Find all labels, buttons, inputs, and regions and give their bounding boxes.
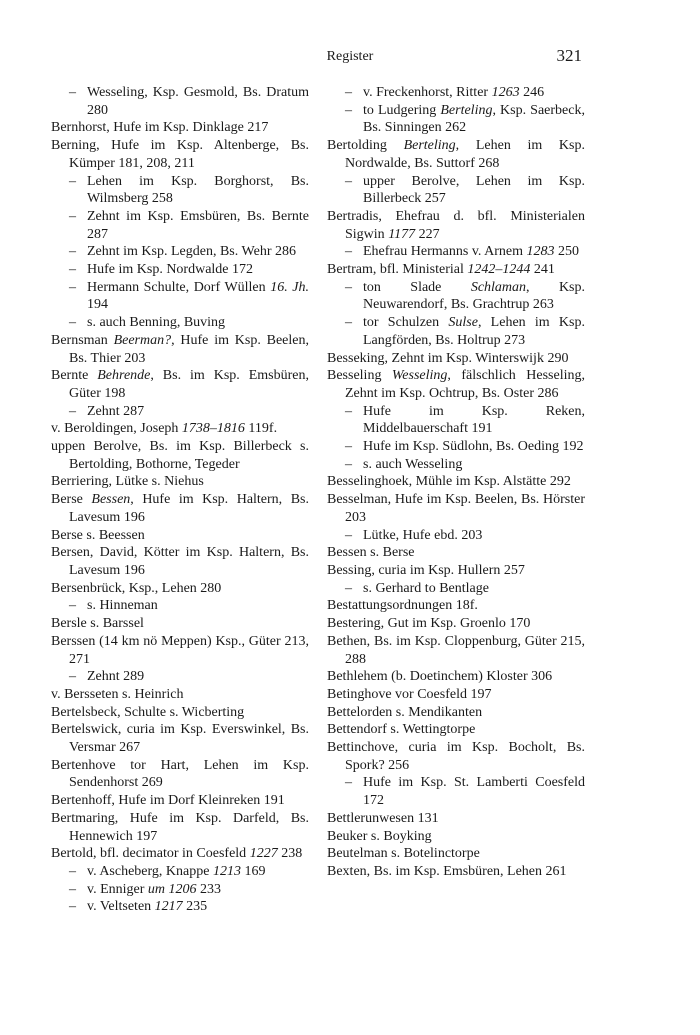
- entry-text: s. Hinneman: [87, 598, 158, 614]
- index-entry: [51, 137, 309, 172]
- entry-italic-text: 1738–1816: [181, 421, 245, 437]
- entry-text: ton Slade: [363, 279, 471, 295]
- entry-text: , Lehen im Ksp. Nordwalde, Bs. Suttorf 268: [345, 138, 585, 171]
- entry-text: tor Schulzen: [363, 315, 449, 331]
- index-subentry: [327, 438, 585, 456]
- entry-text: Lütke, Hufe ebd. 203: [363, 527, 483, 543]
- entry-text: v. Veltseten: [87, 899, 155, 915]
- entry-text: 194: [87, 297, 108, 313]
- index-entry: [327, 208, 585, 243]
- subentry-dash: –: [69, 669, 76, 685]
- index-entry: [51, 580, 309, 598]
- index-subentry: [327, 84, 585, 102]
- entry-text: upper Berolve, Lehen im Ksp. Billerbeck 257: [363, 173, 585, 207]
- index-entry: [327, 668, 585, 686]
- subentry-dash: –: [69, 881, 76, 897]
- index-entry: [327, 721, 585, 739]
- index-entry: [51, 119, 309, 137]
- entry-text: v. Beroldingen, Joseph: [51, 421, 182, 437]
- entry-text: 169: [240, 863, 266, 879]
- subentry-dash: –: [69, 598, 76, 614]
- subentry-dash: –: [345, 456, 352, 472]
- subentry-dash: –: [69, 863, 76, 879]
- entry-text: Bettendorf s. Wettingtorpe: [327, 722, 476, 738]
- entry-text: Beuker s. Boyking: [327, 828, 432, 844]
- entry-italic-text: Sulse: [448, 315, 478, 331]
- index-subentry: [51, 668, 309, 686]
- subentry-dash: –: [69, 85, 76, 100]
- subentry-dash: –: [345, 315, 352, 331]
- entry-text: 119f.: [244, 421, 278, 437]
- subentry-dash: –: [69, 403, 76, 419]
- entry-text: 246: [519, 85, 545, 100]
- entry-italic-text: 1242–1244: [467, 262, 531, 278]
- index-subentry: [51, 84, 309, 119]
- index-subentry: [327, 403, 585, 438]
- entry-text: Bersen, David, Kötter im Ksp. Haltern, Bs. Lavesum 196: [51, 545, 309, 578]
- subentry-dash: –: [345, 580, 352, 596]
- entry-text: Hufe im Ksp. Südlohn, Bs. Oeding 192: [363, 439, 584, 455]
- entry-text: Bertenhoff, Hufe im Dorf Kleinreken 191: [51, 793, 285, 809]
- entry-text: , Ksp. Saerbeck, Bs. Sinningen 262: [363, 102, 585, 136]
- entry-text: , Hufe im Ksp. Haltern, Bs. Lavesum 196: [69, 492, 309, 525]
- index-entry: [51, 704, 309, 722]
- entry-text: to Ludgering: [363, 102, 441, 118]
- index-entry: [327, 137, 585, 172]
- index-subentry: [327, 279, 585, 314]
- subentry-dash: –: [345, 775, 352, 791]
- entry-text: Hermann Schulte, Dorf Wüllen: [87, 279, 271, 295]
- entry-text: Bernhorst, Hufe im Ksp. Dinklage 217: [51, 120, 269, 136]
- entry-text: Berse s. Beessen: [51, 527, 145, 543]
- entry-text: Bettlerunwesen 131: [327, 810, 439, 826]
- index-entry: [51, 633, 309, 668]
- index-entry: [51, 420, 309, 438]
- entry-text: v. Enniger: [87, 881, 148, 897]
- entry-text: Ehefrau Hermanns v. Arnem: [363, 244, 527, 260]
- index-subentry: [327, 527, 585, 545]
- index-subentry: [327, 173, 585, 208]
- subentry-dash: –: [69, 279, 76, 295]
- entry-text: , fälschlich Hesseling, Zehnt im Ksp. Ochtrup, Bs. Oster 286: [345, 368, 585, 401]
- entry-text: 238: [277, 846, 303, 862]
- index-entry: [51, 810, 309, 845]
- index-entry: [51, 332, 309, 367]
- entry-text: Bessing, curia im Ksp. Hullern 257: [327, 562, 525, 578]
- index-entry: [51, 615, 309, 633]
- entry-text: Bernte: [51, 368, 98, 384]
- entry-italic-text: um 1206: [147, 881, 197, 897]
- entry-text: Berriering, Lütke s. Niehus: [51, 474, 204, 490]
- index-subentry: [51, 173, 309, 208]
- entry-italic-text: 1283: [526, 244, 555, 260]
- subentry-dash: –: [345, 439, 352, 455]
- subentry-dash: –: [69, 315, 76, 331]
- index-entry: [51, 438, 309, 473]
- entry-text: 235: [182, 899, 208, 915]
- running-title: Register: [326, 49, 374, 64]
- entry-text: v. Bersseten s. Heinrich: [51, 686, 184, 702]
- index-entry: [327, 828, 585, 846]
- index-subentry: [51, 261, 309, 279]
- entry-italic-text: Berteling: [403, 138, 456, 154]
- index-subentry: [51, 314, 309, 332]
- entry-text: Lehen im Ksp. Borghorst, Bs. Wilmsberg 258: [87, 173, 309, 207]
- index-entry: [51, 757, 309, 792]
- entry-text: Bessen s. Berse: [327, 545, 415, 561]
- subentry-dash: –: [345, 279, 352, 295]
- index-subentry: [327, 102, 585, 137]
- index-entry: [327, 686, 585, 704]
- entry-text: , Lehen im Ksp. Langförden, Bs. Holtrup 273: [363, 315, 585, 348]
- entry-text: Bestering, Gut im Ksp. Groenlo 170: [327, 616, 531, 632]
- entry-italic-text: 1263: [491, 85, 520, 100]
- entry-italic-text: 1227: [249, 846, 278, 862]
- entry-text: s. auch Benning, Buving: [87, 315, 226, 331]
- entry-text: Zehnt im Ksp. Emsbüren, Bs. Bernte 287: [87, 208, 309, 242]
- page-number: 321: [556, 46, 582, 65]
- index-subentry: [51, 597, 309, 615]
- entry-text: Bertradis, Ehefrau d. bfl. Ministerialen Sigwin: [327, 208, 585, 242]
- entry-italic-text: Beerman?: [113, 332, 172, 348]
- index-entry: [51, 792, 309, 810]
- entry-text: 250: [554, 244, 580, 260]
- entry-italic-text: Behrende: [97, 368, 151, 384]
- index-entry: [327, 615, 585, 633]
- subentry-dash: –: [345, 244, 352, 260]
- index-subentry: [51, 881, 309, 899]
- entry-text: 233: [196, 881, 222, 897]
- entry-text: Bethen, Bs. im Ksp. Cloppenburg, Güter 215, 288: [327, 633, 585, 667]
- entry-text: Bestattungsordnungen 18f.: [327, 598, 478, 614]
- entry-text: Zehnt 289: [87, 669, 145, 685]
- entry-text: Beutelman s. Botelinctorpe: [327, 846, 480, 862]
- entry-text: Bertold, bfl. decimator in Coesfeld: [51, 846, 250, 862]
- entry-text: Besselman, Hufe im Ksp. Beelen, Bs. Hörster 203: [327, 492, 585, 525]
- entry-text: , Hufe im Ksp. Beelen, Bs. Thier 203: [69, 332, 309, 366]
- index-entry: [327, 261, 585, 279]
- entry-text: s. auch Wesseling: [363, 456, 463, 472]
- index-entry: [327, 350, 585, 368]
- index-entry: [327, 473, 585, 491]
- entry-text: s. Gerhard to Bentlage: [363, 580, 489, 596]
- index-entry: [327, 704, 585, 722]
- entry-text: Berse: [51, 492, 92, 508]
- index-entry: [327, 633, 585, 668]
- subentry-dash: –: [69, 208, 76, 224]
- index-entry: [51, 544, 309, 579]
- index-subentry: [51, 863, 309, 881]
- subentry-dash: –: [69, 173, 76, 189]
- index-subentry: [327, 243, 585, 261]
- entry-text: Besseling: [327, 368, 392, 384]
- subentry-dash: –: [345, 527, 352, 543]
- entry-text: Bertolding: [327, 138, 404, 154]
- entry-text: Bettelorden s. Mendikanten: [327, 704, 483, 720]
- subentry-dash: –: [345, 173, 352, 189]
- entry-text: Bettinchove, curia im Ksp. Bocholt, Bs. Spork? 256: [327, 740, 585, 773]
- index-subentry: [51, 898, 309, 916]
- subentry-dash: –: [345, 85, 352, 100]
- entry-text: Bertram, bfl. Ministerial: [327, 262, 468, 278]
- subentry-dash: –: [69, 262, 76, 278]
- index-column-left: [51, 84, 309, 916]
- entry-text: Hufe im Ksp. Nordwalde 172: [87, 262, 254, 278]
- entry-text: Wesseling, Ksp. Gesmold, Bs. Dratum 280: [87, 85, 309, 118]
- index-entry: [327, 367, 585, 402]
- entry-italic-text: 1217: [154, 899, 183, 915]
- entry-text: Bersle s. Barssel: [51, 616, 144, 632]
- index-subentry: [51, 243, 309, 261]
- entry-text: Bethlehem (b. Doetinchem) Kloster 306: [327, 669, 553, 685]
- entry-text: uppen Berolve, Bs. im Ksp. Billerbeck s. Bertolding, Bothorne, Tegeder: [51, 439, 309, 472]
- subentry-dash: –: [69, 899, 76, 915]
- entry-text: Besselinghoek, Mühle im Ksp. Alstätte 292: [327, 474, 571, 490]
- index-entry: [327, 739, 585, 774]
- subentry-dash: –: [345, 403, 352, 419]
- entry-text: v. Freckenhorst, Ritter: [363, 85, 492, 100]
- entry-italic-text: 1213: [212, 863, 241, 879]
- entry-text: , Bs. im Ksp. Emsbüren, Güter 198: [69, 368, 309, 401]
- entry-italic-text: Bessen: [91, 492, 131, 508]
- index-entry: [51, 686, 309, 704]
- index-subentry: [327, 314, 585, 349]
- entry-text: Bertelswick, curia im Ksp. Everswinkel, Bs. Versmar 267: [51, 722, 309, 756]
- index-entry: [327, 845, 585, 863]
- entry-text: Bersenbrück, Ksp., Lehen 280: [51, 580, 222, 596]
- index-subentry: [327, 580, 585, 598]
- index-entry: [327, 491, 585, 526]
- entry-text: Hufe im Ksp. St. Lamberti Coesfeld 172: [363, 775, 585, 809]
- running-head: [0, 46, 700, 68]
- entry-text: v. Ascheberg, Knappe: [87, 863, 213, 879]
- entry-text: Zehnt 287: [87, 403, 145, 419]
- entry-text: Bexten, Bs. im Ksp. Emsbüren, Lehen 261: [327, 863, 567, 879]
- index-entry: [327, 597, 585, 615]
- entry-text: Betinghove vor Coesfeld 197: [327, 686, 492, 702]
- index-subentry: [51, 279, 309, 314]
- entry-italic-text: Schlaman: [470, 279, 527, 295]
- entry-italic-text: Wesseling: [391, 368, 448, 384]
- entry-text: Bernsman: [51, 332, 114, 348]
- entry-text: Zehnt im Ksp. Legden, Bs. Wehr 286: [87, 244, 296, 260]
- index-entry: [51, 845, 309, 863]
- index-entry: [327, 544, 585, 562]
- entry-text: Bertelsbeck, Schulte s. Wicberting: [51, 704, 245, 720]
- index-entry: [51, 527, 309, 545]
- index-subentry: [327, 774, 585, 809]
- entry-text: 227: [415, 226, 440, 242]
- index-entry: [327, 562, 585, 580]
- index-entry: [51, 491, 309, 526]
- entry-text: , Ksp. Neuwarendorf, Bs. Grachtrup 263: [363, 279, 585, 313]
- index-entry: [51, 367, 309, 402]
- index-subentry: [51, 403, 309, 421]
- entry-text: Besseking, Zehnt im Ksp. Winterswijk 290: [327, 350, 569, 366]
- index-entry: [51, 473, 309, 491]
- entry-text: Berning, Hufe im Ksp. Altenberge, Bs. Kümper 181, 208, 211: [51, 138, 309, 171]
- subentry-dash: –: [69, 244, 76, 260]
- index-subentry: [51, 208, 309, 243]
- entry-text: Hufe im Ksp. Reken, Middelbauerschaft 191: [363, 403, 585, 437]
- index-entry: [327, 810, 585, 828]
- index-entry: [327, 863, 585, 881]
- entry-text: Bertenhove tor Hart, Lehen im Ksp. Sendenhorst 269: [51, 757, 309, 791]
- entry-italic-text: 16. Jh.: [270, 279, 309, 295]
- entry-text: Berssen (14 km nö Meppen) Ksp., Güter 213, 271: [51, 633, 309, 667]
- entry-italic-text: 1177: [388, 226, 416, 242]
- subentry-dash: –: [345, 102, 352, 118]
- entry-italic-text: Berteling: [440, 102, 493, 118]
- index-entry: [51, 721, 309, 756]
- index-column-right: [327, 84, 585, 881]
- entry-text: 241: [530, 262, 555, 278]
- index-subentry: [327, 456, 585, 474]
- entry-text: Bertmaring, Hufe im Ksp. Darfeld, Bs. Hennewich 197: [51, 810, 309, 844]
